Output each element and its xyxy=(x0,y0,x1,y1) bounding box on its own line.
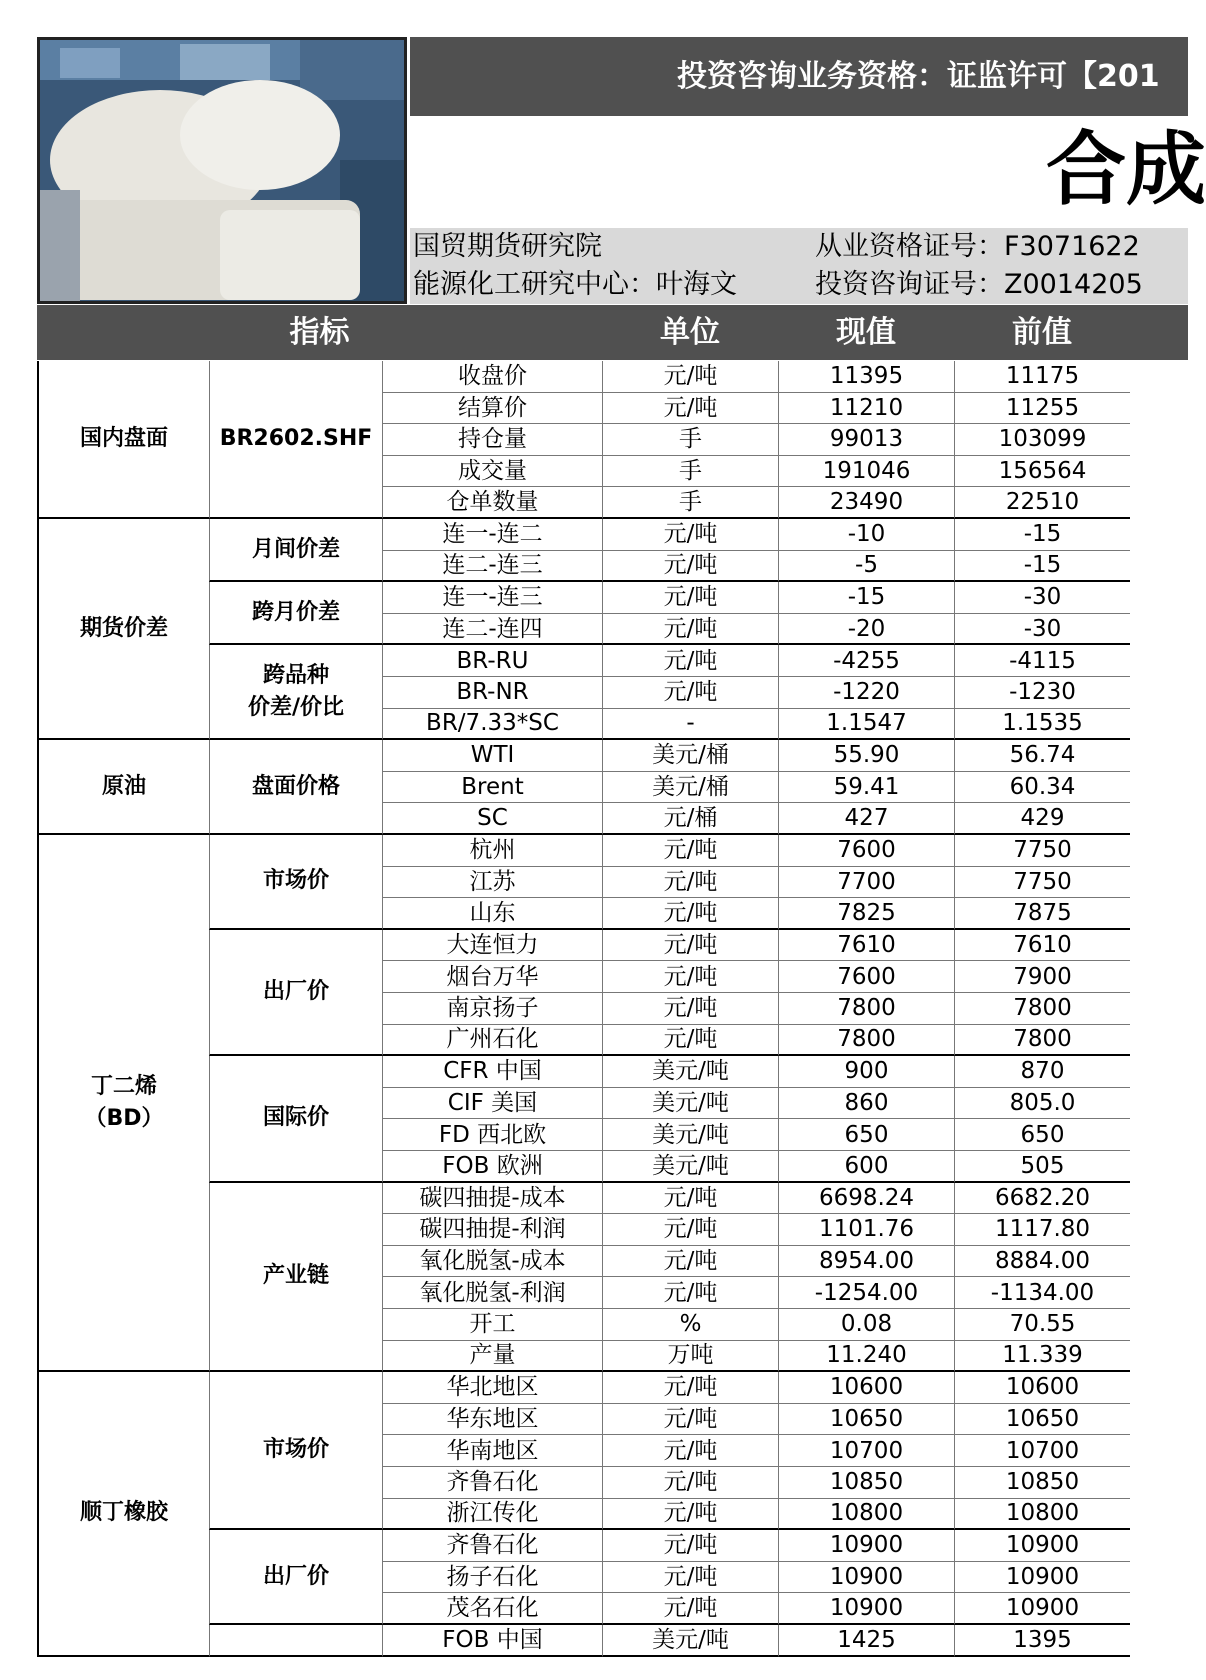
row-previous: 10900 xyxy=(954,1562,1130,1594)
row-unit: 美元/桶 xyxy=(602,740,778,772)
row-unit: 元/吨 xyxy=(602,1404,778,1436)
row-unit: 元/吨 xyxy=(602,1372,778,1404)
row-item: 连二-连四 xyxy=(382,614,602,646)
subgroup-label: 产业链 xyxy=(209,1183,382,1373)
row-previous: 22510 xyxy=(954,487,1130,519)
row-previous: 7750 xyxy=(954,835,1130,867)
row-previous: -15 xyxy=(954,519,1130,551)
row-previous: 7800 xyxy=(954,1025,1130,1057)
row-unit: 美元/吨 xyxy=(602,1056,778,1088)
row-item: 华东地区 xyxy=(382,1404,602,1436)
row-item: 广州石化 xyxy=(382,1025,602,1057)
row-current: -4255 xyxy=(778,645,954,677)
report-sheet xyxy=(37,37,1206,1680)
row-unit: 美元/吨 xyxy=(602,1151,778,1183)
rubber-blocks-image xyxy=(40,40,404,301)
row-item: 南京扬子 xyxy=(382,993,602,1025)
row-unit: - xyxy=(602,709,778,741)
row-current: -1254.00 xyxy=(778,1277,954,1309)
row-unit: 元/吨 xyxy=(602,867,778,899)
row-current: 650 xyxy=(778,1119,954,1151)
row-previous: -30 xyxy=(954,614,1130,646)
report-title: 合成 xyxy=(1046,123,1206,216)
row-current: 10600 xyxy=(778,1372,954,1404)
row-current: 59.41 xyxy=(778,772,954,804)
row-previous: 870 xyxy=(954,1056,1130,1088)
row-item: 大连恒力 xyxy=(382,930,602,962)
row-unit: 元/吨 xyxy=(602,1593,778,1625)
row-item: 扬子石化 xyxy=(382,1562,602,1594)
row-current: 7600 xyxy=(778,835,954,867)
subgroup-label: 月间价差 xyxy=(209,519,382,582)
row-current: 11210 xyxy=(778,393,954,425)
row-current: -1220 xyxy=(778,677,954,709)
subgroup-label: 跨月价差 xyxy=(209,582,382,645)
subgroup-label xyxy=(209,1625,382,1657)
row-unit: 美元/吨 xyxy=(602,1119,778,1151)
row-item: FOB 欧洲 xyxy=(382,1151,602,1183)
row-previous: 1117.80 xyxy=(954,1214,1130,1246)
row-current: 7800 xyxy=(778,993,954,1025)
row-unit: 元/吨 xyxy=(602,645,778,677)
row-current: 10650 xyxy=(778,1404,954,1436)
row-item: 碳四抽提-利润 xyxy=(382,1214,602,1246)
org-line-2: 能源化工研究中心：叶海文 xyxy=(413,269,737,300)
row-current: 7600 xyxy=(778,961,954,993)
row-item: CFR 中国 xyxy=(382,1056,602,1088)
row-item: 连一-连二 xyxy=(382,519,602,551)
row-item: SC xyxy=(382,803,602,835)
row-item: 仓单数量 xyxy=(382,487,602,519)
subgroup-label: 出厂价 xyxy=(209,1530,382,1625)
row-previous: 429 xyxy=(954,803,1130,835)
row-unit: 元/吨 xyxy=(602,898,778,930)
row-item: BR-NR xyxy=(382,677,602,709)
row-previous: 10600 xyxy=(954,1372,1130,1404)
qualification-number: 从业资格证号：F3071622 xyxy=(815,231,1140,262)
row-unit: 元/吨 xyxy=(602,961,778,993)
row-item: 氧化脱氢-利润 xyxy=(382,1277,602,1309)
row-item: BR/7.33*SC xyxy=(382,709,602,741)
row-unit: 元/吨 xyxy=(602,393,778,425)
group-label: 期货价差 xyxy=(37,519,209,740)
row-item: 华北地区 xyxy=(382,1372,602,1404)
row-item: 氧化脱氢-成本 xyxy=(382,1246,602,1278)
row-unit: 元/吨 xyxy=(602,1277,778,1309)
row-unit: 美元/吨 xyxy=(602,1625,778,1657)
row-previous: 10650 xyxy=(954,1404,1130,1436)
subgroup-label: 市场价 xyxy=(209,835,382,930)
row-previous: -30 xyxy=(954,582,1130,614)
row-previous: 56.74 xyxy=(954,740,1130,772)
row-previous: 1.1535 xyxy=(954,709,1130,741)
row-current: 55.90 xyxy=(778,740,954,772)
row-current: 7825 xyxy=(778,898,954,930)
row-current: 10900 xyxy=(778,1530,954,1562)
row-unit: 元/吨 xyxy=(602,1025,778,1057)
subgroup-label: 国际价 xyxy=(209,1056,382,1182)
row-unit: 元/吨 xyxy=(602,930,778,962)
subgroup-label: BR2602.SHF xyxy=(209,361,382,519)
row-current: -20 xyxy=(778,614,954,646)
row-previous: 10900 xyxy=(954,1593,1130,1625)
row-unit: 元/吨 xyxy=(602,1467,778,1499)
row-unit: 元/吨 xyxy=(602,677,778,709)
row-item: 山东 xyxy=(382,898,602,930)
row-current: 10850 xyxy=(778,1467,954,1499)
row-previous: -15 xyxy=(954,551,1130,583)
row-current: 10900 xyxy=(778,1562,954,1594)
row-previous: -4115 xyxy=(954,645,1130,677)
row-unit: 元/吨 xyxy=(602,1435,778,1467)
row-item: 烟台万华 xyxy=(382,961,602,993)
row-current: 10800 xyxy=(778,1499,954,1531)
row-unit: 元/吨 xyxy=(602,1562,778,1594)
row-previous: 7900 xyxy=(954,961,1130,993)
col-current: 现值 xyxy=(836,315,896,350)
row-previous: 10700 xyxy=(954,1435,1130,1467)
row-unit: 元/吨 xyxy=(602,582,778,614)
row-item: 开工 xyxy=(382,1309,602,1341)
row-item: 杭州 xyxy=(382,835,602,867)
row-item: Brent xyxy=(382,772,602,804)
row-item: 江苏 xyxy=(382,867,602,899)
row-current: 427 xyxy=(778,803,954,835)
consulting-number: 投资咨询证号：Z0014205 xyxy=(815,269,1143,300)
row-unit: 手 xyxy=(602,456,778,488)
row-current: -10 xyxy=(778,519,954,551)
row-previous: 11255 xyxy=(954,393,1130,425)
row-previous: -1134.00 xyxy=(954,1277,1130,1309)
row-item: 收盘价 xyxy=(382,361,602,393)
row-unit: 元/吨 xyxy=(602,361,778,393)
row-current: -5 xyxy=(778,551,954,583)
row-current: 23490 xyxy=(778,487,954,519)
row-unit: 美元/吨 xyxy=(602,1088,778,1120)
row-previous: 8884.00 xyxy=(954,1246,1130,1278)
row-current: 8954.00 xyxy=(778,1246,954,1278)
row-item: FOB 中国 xyxy=(382,1625,602,1657)
subgroup-label: 市场价 xyxy=(209,1372,382,1530)
row-unit: % xyxy=(602,1309,778,1341)
row-previous: -1230 xyxy=(954,677,1130,709)
group-label: 顺丁橡胶 xyxy=(37,1372,209,1656)
row-item: 成交量 xyxy=(382,456,602,488)
row-current: 7610 xyxy=(778,930,954,962)
row-current: 7700 xyxy=(778,867,954,899)
row-item: 碳四抽提-成本 xyxy=(382,1183,602,1215)
row-item: 齐鲁石化 xyxy=(382,1530,602,1562)
row-previous: 11.339 xyxy=(954,1341,1130,1373)
row-current: 99013 xyxy=(778,424,954,456)
product-photo xyxy=(37,37,407,304)
row-previous: 7875 xyxy=(954,898,1130,930)
row-unit: 元/吨 xyxy=(602,519,778,551)
row-previous: 7750 xyxy=(954,867,1130,899)
row-current: 1.1547 xyxy=(778,709,954,741)
row-current: 7800 xyxy=(778,1025,954,1057)
license-banner: 投资咨询业务资格：证监许可【201 xyxy=(410,37,1188,116)
row-item: 浙江传化 xyxy=(382,1499,602,1531)
row-unit: 元/吨 xyxy=(602,993,778,1025)
row-current: 860 xyxy=(778,1088,954,1120)
row-previous: 505 xyxy=(954,1151,1130,1183)
subgroup-label: 盘面价格 xyxy=(209,740,382,835)
row-item: 茂名石化 xyxy=(382,1593,602,1625)
row-unit: 万吨 xyxy=(602,1341,778,1373)
row-previous: 7610 xyxy=(954,930,1130,962)
row-current: 0.08 xyxy=(778,1309,954,1341)
row-item: BR-RU xyxy=(382,645,602,677)
row-current: 11.240 xyxy=(778,1341,954,1373)
group-label: 丁二烯 （BD） xyxy=(37,835,209,1372)
row-item: 连二-连三 xyxy=(382,551,602,583)
col-previous: 前值 xyxy=(1012,315,1072,350)
row-item: 结算价 xyxy=(382,393,602,425)
col-indicator: 指标 xyxy=(289,315,350,350)
row-previous: 10800 xyxy=(954,1499,1130,1531)
row-previous: 7800 xyxy=(954,993,1130,1025)
row-previous: 11175 xyxy=(954,361,1130,393)
title-area xyxy=(410,116,1206,228)
row-unit: 美元/桶 xyxy=(602,772,778,804)
row-current: 10900 xyxy=(778,1593,954,1625)
row-current: 11395 xyxy=(778,361,954,393)
row-previous: 156564 xyxy=(954,456,1130,488)
row-unit: 元/吨 xyxy=(602,1214,778,1246)
row-previous: 805.0 xyxy=(954,1088,1130,1120)
row-unit: 元/吨 xyxy=(602,1183,778,1215)
row-previous: 10900 xyxy=(954,1530,1130,1562)
author-info xyxy=(410,228,1188,304)
col-unit: 单位 xyxy=(660,315,720,350)
row-current: 6698.24 xyxy=(778,1183,954,1215)
row-unit: 手 xyxy=(602,487,778,519)
row-unit: 元/吨 xyxy=(602,551,778,583)
row-item: 华南地区 xyxy=(382,1435,602,1467)
group-label: 国内盘面 xyxy=(37,361,209,519)
row-item: CIF 美国 xyxy=(382,1088,602,1120)
row-previous: 10850 xyxy=(954,1467,1130,1499)
subgroup-label: 跨品种 价差/价比 xyxy=(209,645,382,740)
row-previous: 6682.20 xyxy=(954,1183,1130,1215)
row-item: 持仓量 xyxy=(382,424,602,456)
row-unit: 元/吨 xyxy=(602,1246,778,1278)
row-previous: 60.34 xyxy=(954,772,1130,804)
group-label: 原油 xyxy=(37,740,209,835)
row-current: 1101.76 xyxy=(778,1214,954,1246)
row-current: -15 xyxy=(778,582,954,614)
row-previous: 650 xyxy=(954,1119,1130,1151)
row-item: 产量 xyxy=(382,1341,602,1373)
row-current: 1425 xyxy=(778,1625,954,1657)
row-previous: 103099 xyxy=(954,424,1130,456)
row-current: 10700 xyxy=(778,1435,954,1467)
org-line-1: 国贸期货研究院 xyxy=(413,231,602,262)
row-previous: 70.55 xyxy=(954,1309,1130,1341)
row-previous: 1395 xyxy=(954,1625,1130,1657)
row-current: 600 xyxy=(778,1151,954,1183)
row-unit: 手 xyxy=(602,424,778,456)
row-unit: 元/吨 xyxy=(602,614,778,646)
row-current: 900 xyxy=(778,1056,954,1088)
row-item: 齐鲁石化 xyxy=(382,1467,602,1499)
row-current: 191046 xyxy=(778,456,954,488)
row-unit: 元/桶 xyxy=(602,803,778,835)
row-unit: 元/吨 xyxy=(602,1530,778,1562)
row-unit: 元/吨 xyxy=(602,835,778,867)
row-item: WTI xyxy=(382,740,602,772)
subgroup-label: 出厂价 xyxy=(209,930,382,1056)
row-unit: 元/吨 xyxy=(602,1499,778,1531)
row-item: 连一-连三 xyxy=(382,582,602,614)
row-item: FD 西北欧 xyxy=(382,1119,602,1151)
column-header-row xyxy=(37,305,1188,360)
